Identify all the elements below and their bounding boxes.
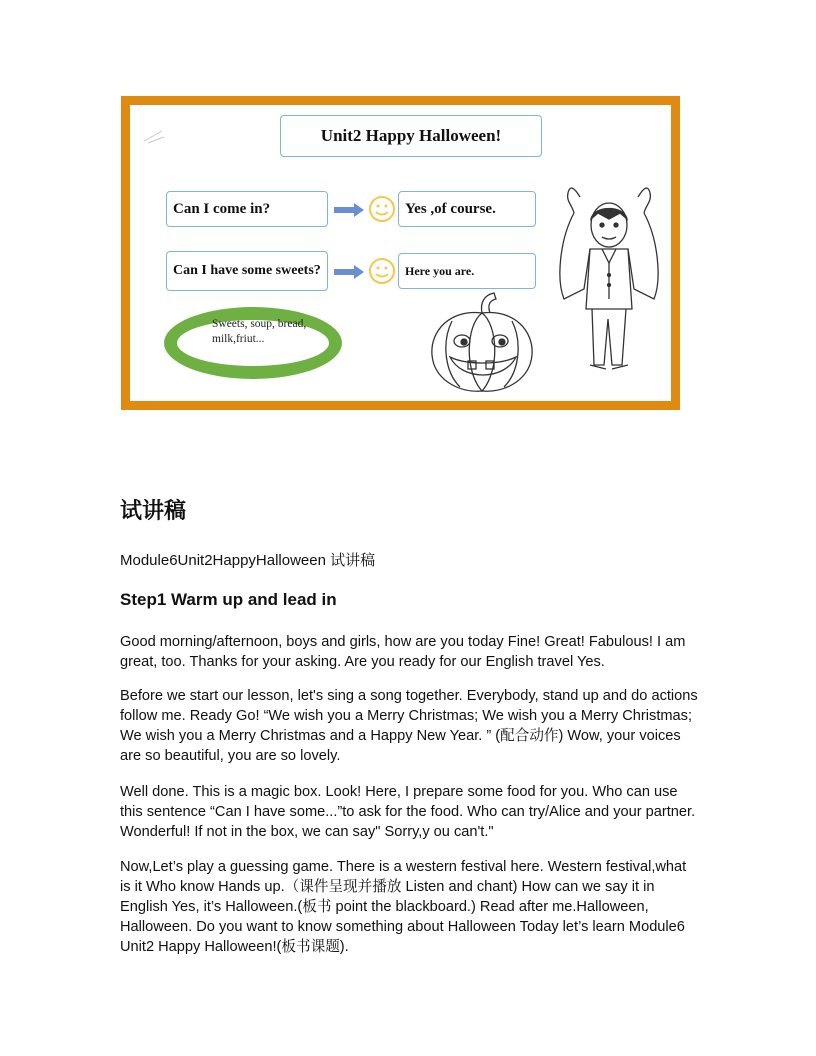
question-box-2 [166, 251, 328, 291]
slide-title: Unit2 Happy Halloween! [320, 126, 502, 145]
lesson-slide-image [121, 96, 680, 410]
paragraph-1: Good morning/afternoon, boys and girls, how are you today Fine! Great! Fabulous! I am great, too. Thanks for your asking. Are you ready for our English travel Yes. [120, 634, 686, 670]
answer-2-text: Here you are. [405, 263, 475, 278]
question-box-1 [166, 191, 328, 227]
smiley-icon [368, 195, 396, 223]
step1-heading: Step1 Warm up and lead in [120, 590, 337, 609]
pumpkin-illustration [422, 291, 542, 395]
decorative-mark-icon [142, 127, 166, 147]
dracula-illustration [550, 179, 668, 379]
paragraph-2: Before we start our lesson, let's sing a song together. Everybody, stand up and do actions follow me. Ready Go! “We wish you a Merry Christmas; We wish you a Merry Christmas; We wish you a Merry Christmas and a Happy New Year. ” (配合动作) Wow, your voices are so beautiful, you are so lovely. [120, 688, 698, 764]
answer-1-text: Yes ,of course. [405, 200, 496, 217]
paragraph-3: Well done. This is a magic box. Look! Here, I prepare some food for you. Who can use this sentence “Can I have some...”to ask for the food. Who can try/Alice and your partner. Wonderful! If not in the box, we can say" Sorry,y ou can't." [120, 784, 696, 840]
arrow-right-icon [334, 265, 364, 279]
question-2-text: Can I have some sweets? [173, 263, 321, 278]
smiley-icon [368, 257, 396, 285]
document-subtitle: Module6Unit2HappyHalloween 试讲稿 [120, 552, 376, 569]
slide-title-box [280, 115, 542, 157]
answer-box-2 [398, 253, 536, 289]
arrow-right-icon [334, 203, 364, 217]
paragraph-4: Now,Let’s play a guessing game. There is a western festival here. Western festival,what is it Who know Hands up.（课件呈现并播放 Listen and chant) How can we say it in English Yes, it’s Halloween.(板书 point the blackboard.) Read after me.Halloween, Halloween. Do you want to know something about Halloween Today let’s learn Module6 Unit2 Happy Halloween!(板书课题). [120, 859, 687, 955]
page-heading: 试讲稿 [120, 499, 187, 524]
question-1-text: Can I come in? [173, 200, 271, 217]
food-ring-text: Sweets, soup, bread, milk,friut... [212, 318, 307, 345]
answer-box-1 [398, 191, 536, 227]
